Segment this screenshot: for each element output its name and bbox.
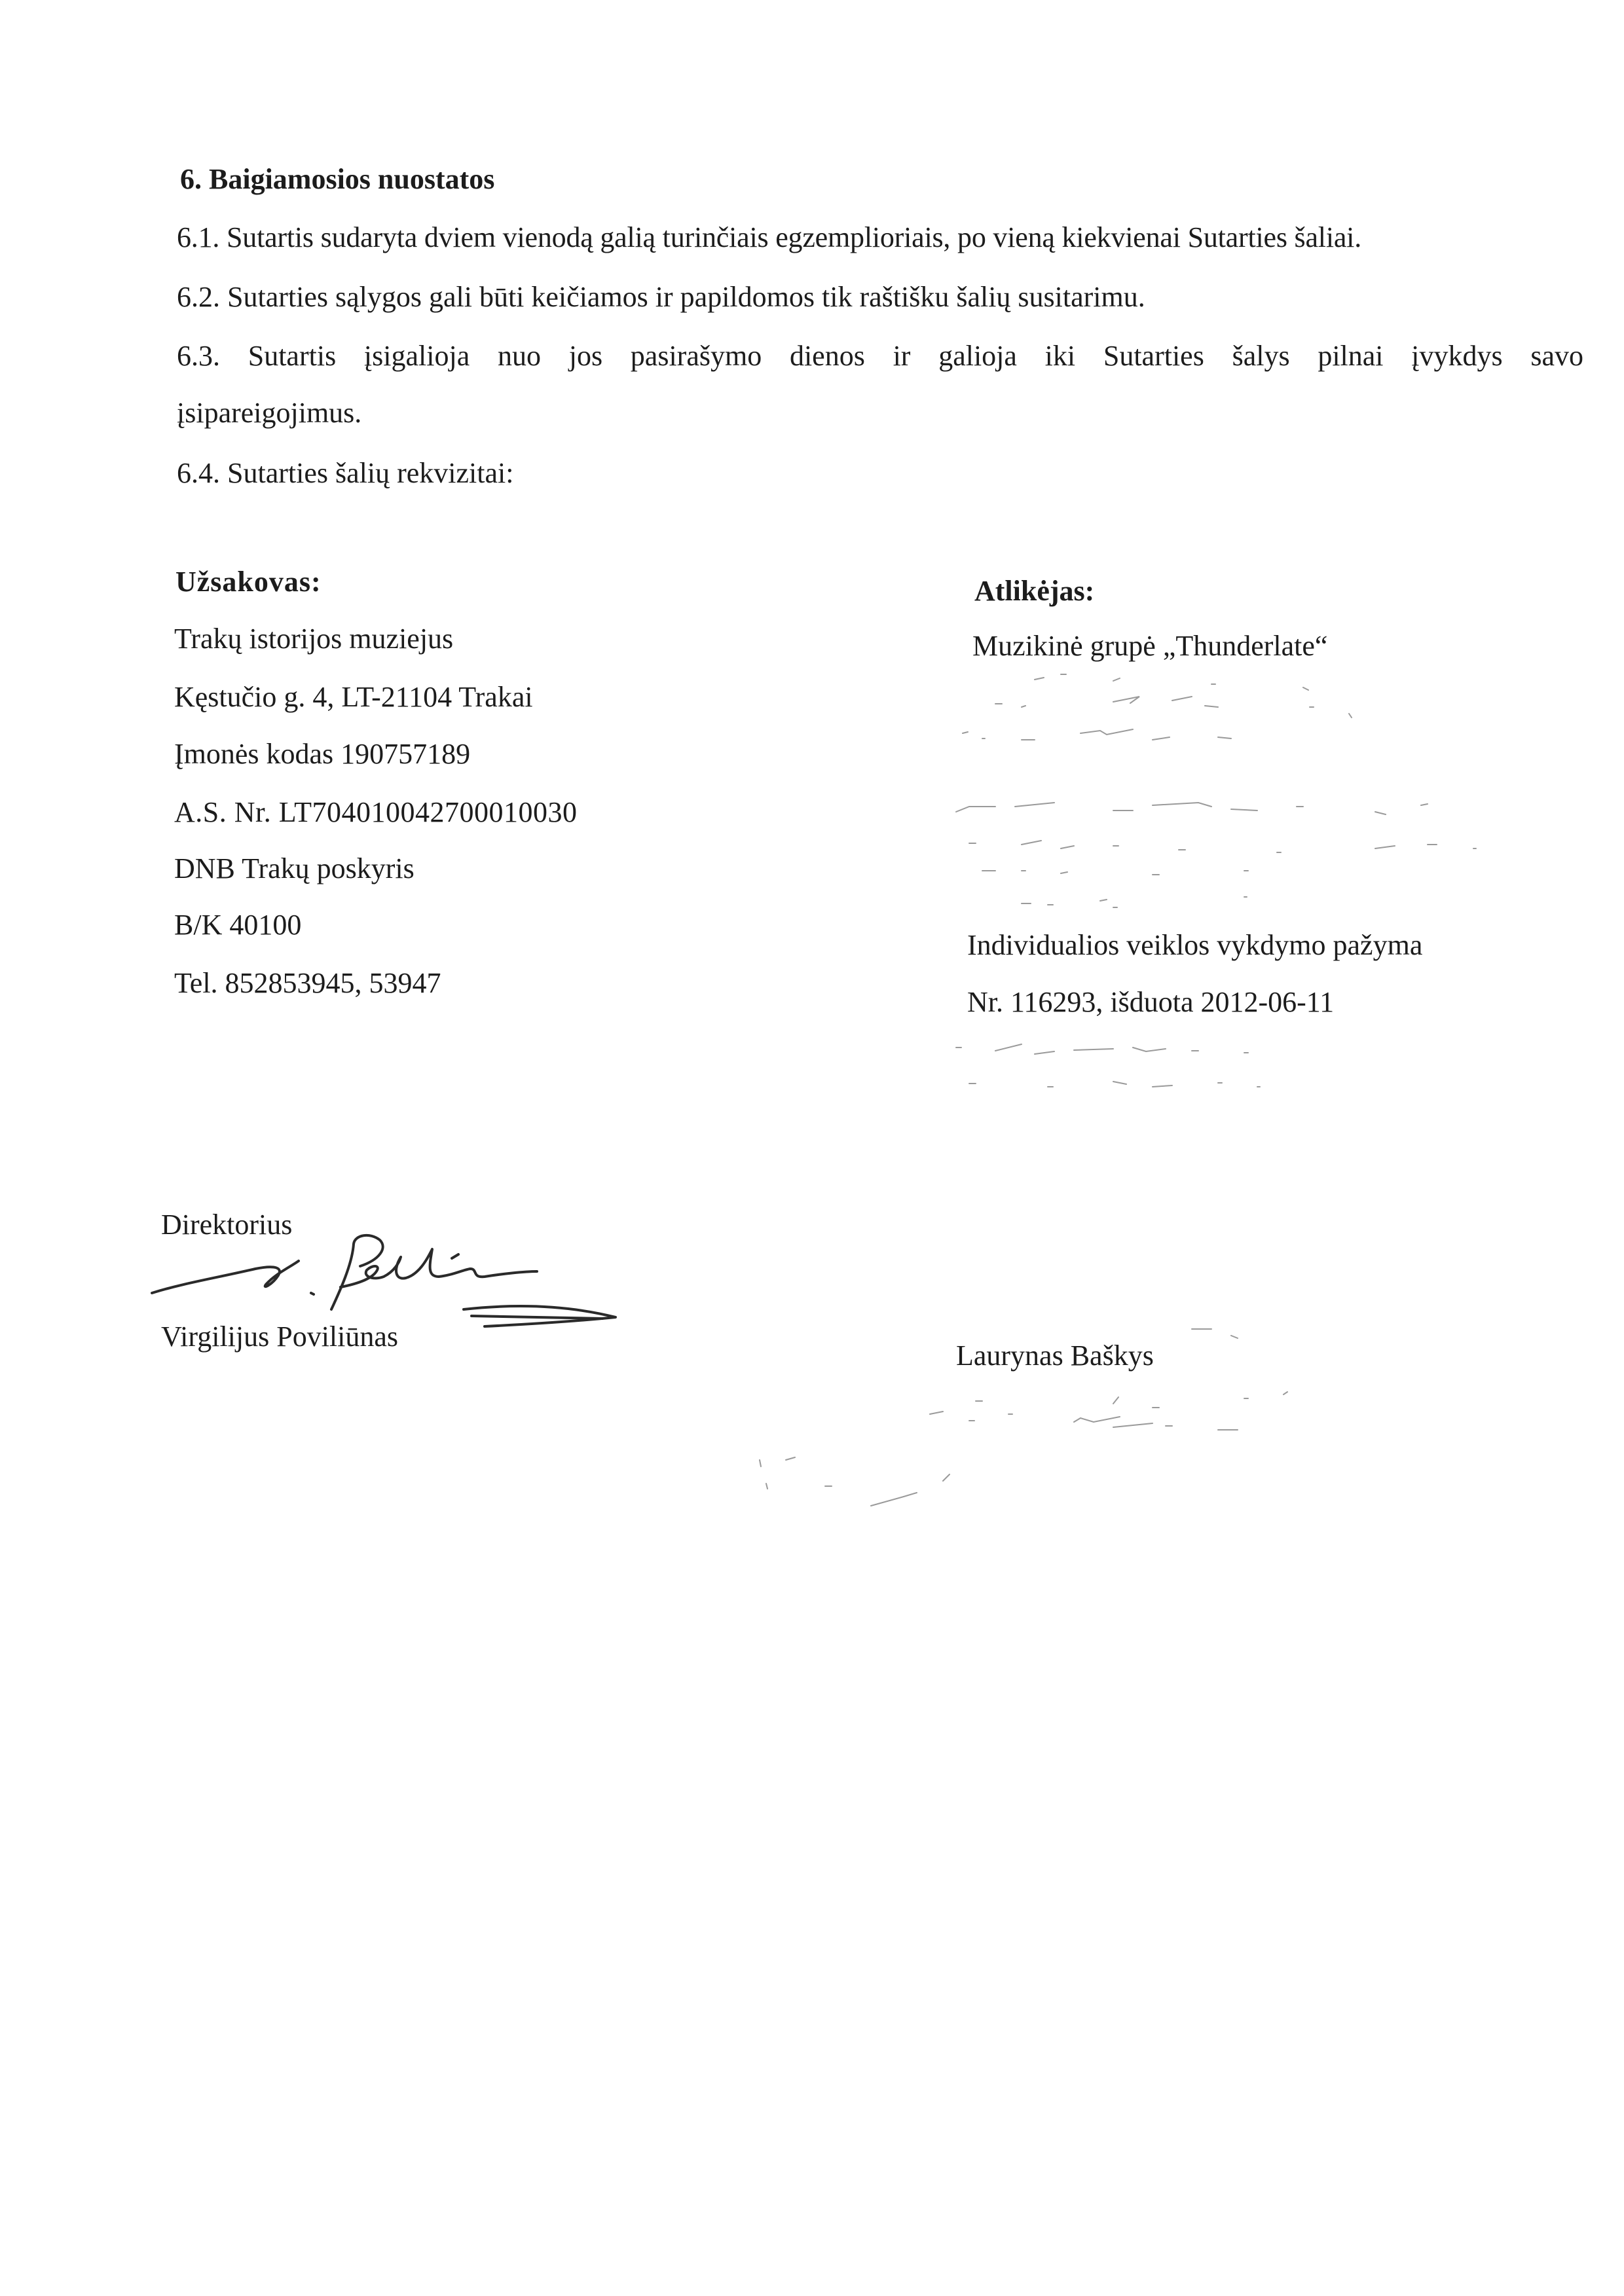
customer-name: Trakų istorijos muziejus bbox=[174, 623, 454, 655]
customer-heading: Užsakovas: bbox=[175, 566, 322, 598]
customer-bank-code: B/K 40100 bbox=[174, 909, 302, 941]
contractor-certificate-line-2: Nr. 116293, išduota 2012-06-11 bbox=[967, 986, 1335, 1018]
contractor-signer-name: Laurynas Baškys bbox=[956, 1339, 1154, 1372]
paragraph-6-2: 6.2. Sutarties sąlygos gali būti keičiamos ir papildomos tik raštišku šalių susitarimu. bbox=[177, 281, 1145, 313]
customer-phone: Tel. 852853945, 53947 bbox=[174, 967, 441, 999]
contractor-certificate-line-1: Individualios veiklos vykdymo pažyma bbox=[967, 929, 1423, 961]
customer-address: Kęstučio g. 4, LT-21104 Trakai bbox=[174, 681, 533, 713]
customer-account: A.S. Nr. LT704010042700010030 bbox=[174, 796, 578, 828]
contractor-heading: Atlikėjas: bbox=[974, 575, 1095, 607]
contractor-name: Muzikinė grupė „Thunderlate“ bbox=[972, 630, 1328, 662]
customer-bank: DNB Trakų poskyris bbox=[174, 852, 415, 884]
customer-signer-name: Virgilijus Poviliūnas bbox=[161, 1321, 399, 1353]
customer-company-code: Įmonės kodas 190757189 bbox=[174, 738, 471, 770]
section-heading: 6. Baigiamosios nuostatos bbox=[180, 163, 495, 195]
customer-signer-title: Direktorius bbox=[161, 1209, 293, 1241]
paragraph-6-4: 6.4. Sutarties šalių rekvizitai: bbox=[177, 457, 514, 489]
paragraph-6-3-line-2: įsipareigojimus. bbox=[177, 397, 362, 429]
paragraph-6-1: 6.1. Sutartis sudaryta dviem vienodą galią turinčiais egzemplioriais, po vieną kiekvienai Sutarties šaliai. bbox=[177, 221, 1362, 253]
paragraph-6-3-line-1: 6.3. Sutartis įsigalioja nuo jos pasirašymo dienos ir galioja iki Sutarties šalys pilnai įvykdys savo bbox=[177, 340, 1583, 372]
